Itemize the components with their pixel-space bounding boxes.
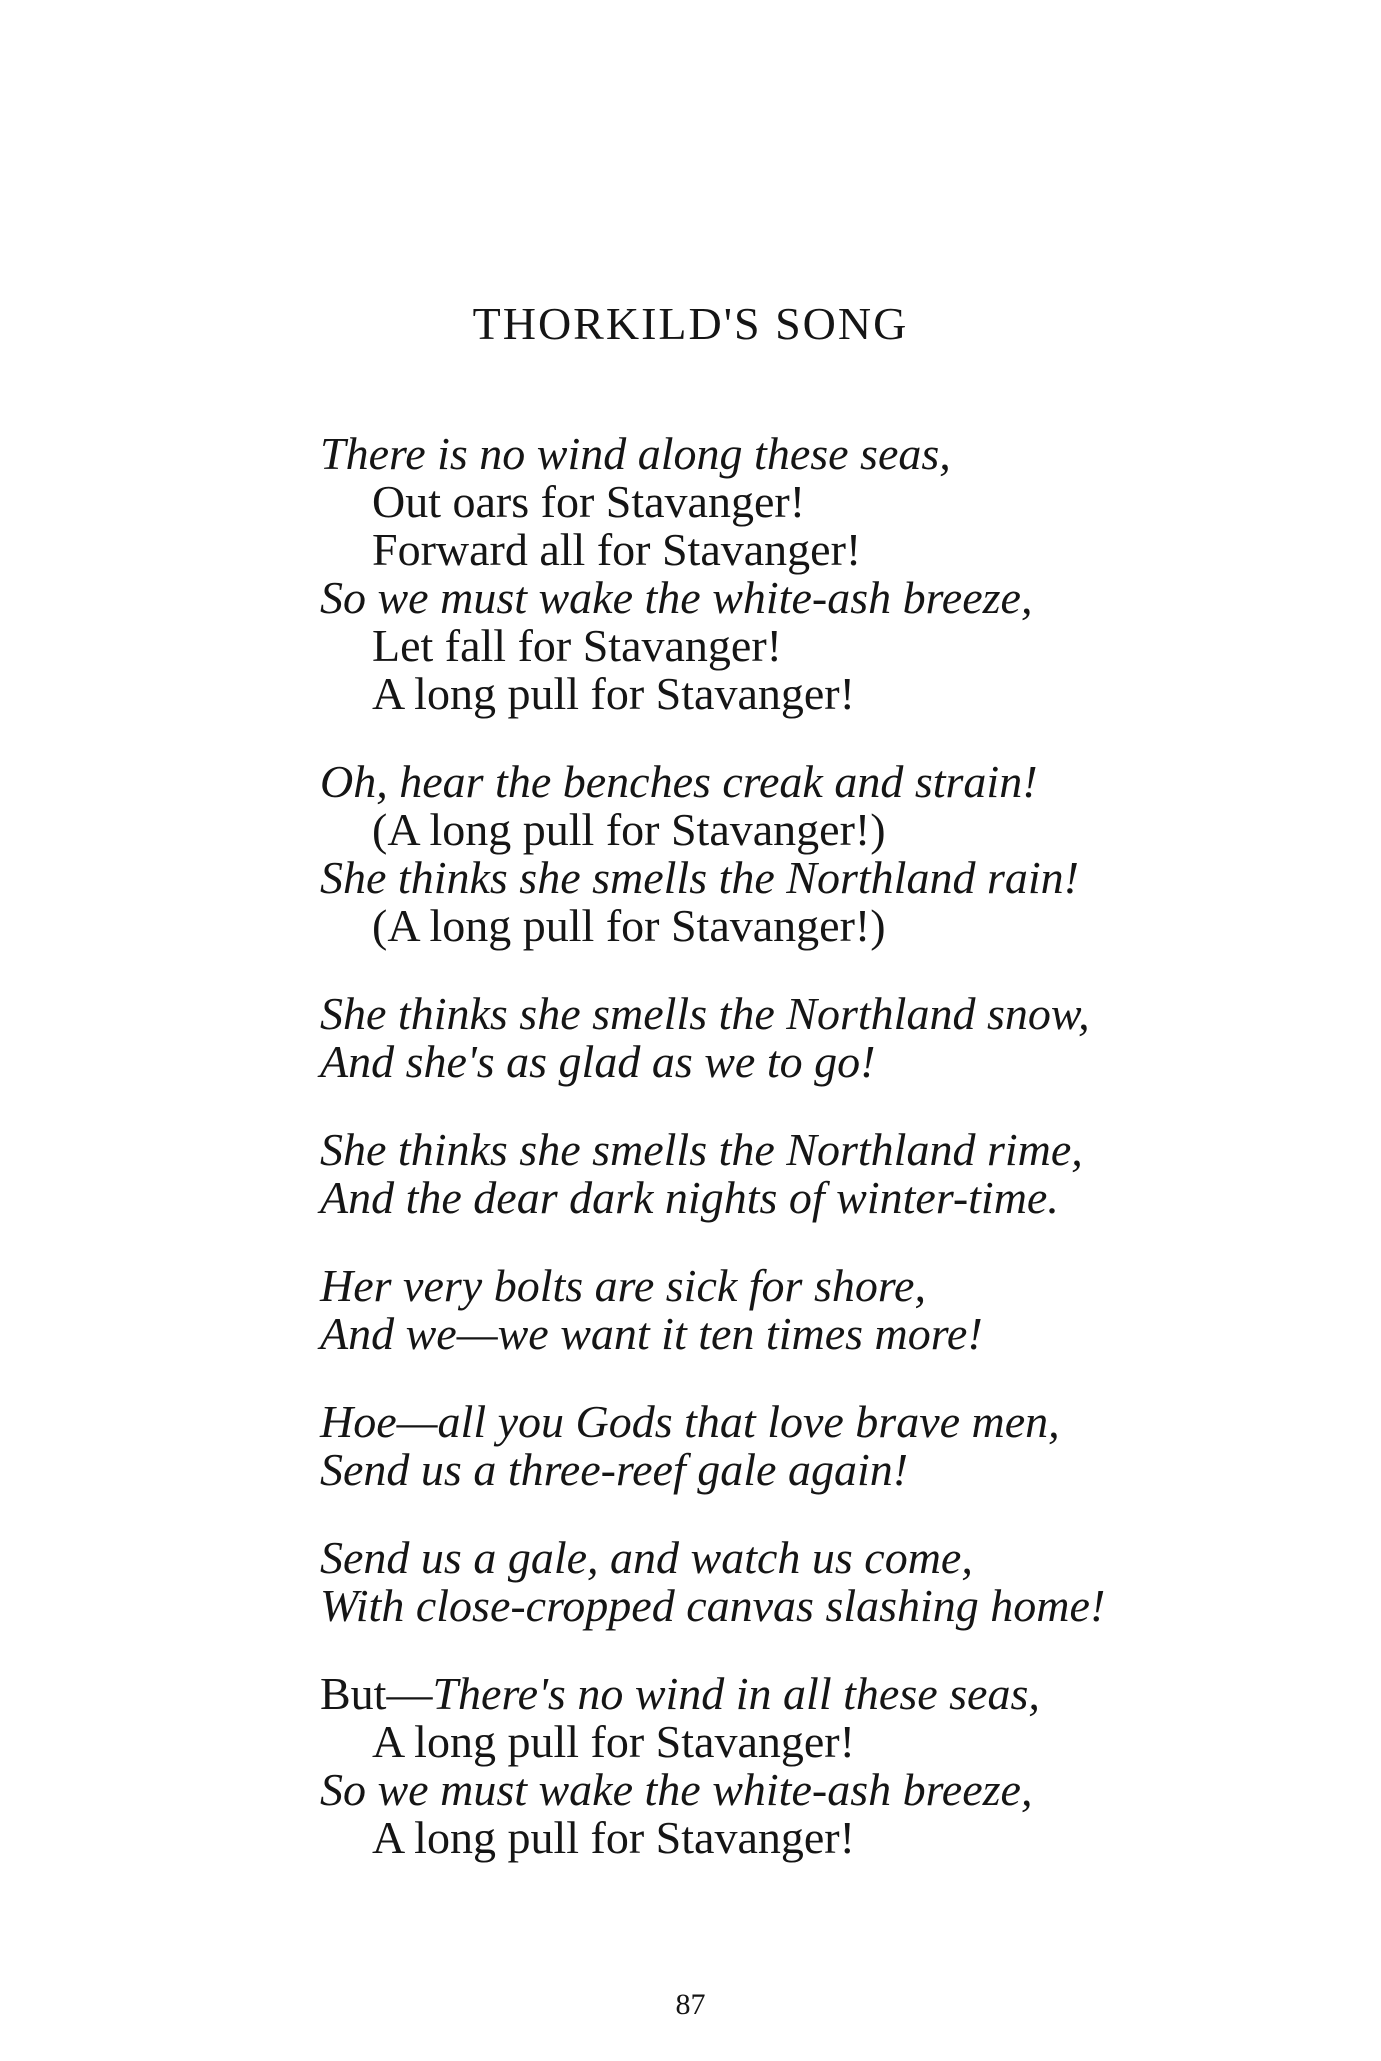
stanza-4 <box>320 1126 1320 1222</box>
poem-line: A long pull for Stavanger! <box>372 668 855 719</box>
poem-line: Her very bolts are sick for shore, <box>320 1260 926 1311</box>
poem-line-text: There's no wind in all these seas, <box>432 1668 1040 1719</box>
stanza-2 <box>320 758 1320 950</box>
poem-line: So we must wake the white-ash breeze, <box>320 1764 1033 1815</box>
lead-word: But— <box>320 1668 433 1719</box>
poem-line: (A long pull for Stavanger!) <box>372 804 886 855</box>
poem-line <box>320 1670 1320 1718</box>
poem-line: Send us a gale, and watch us come, <box>320 1532 973 1583</box>
stanza-6 <box>320 1398 1320 1494</box>
stanza-1 <box>320 430 1320 718</box>
poem-line: A long pull for Stavanger! <box>372 1716 855 1767</box>
stanza-3 <box>320 990 1320 1086</box>
poem-line: And we—we want it ten times more! <box>320 1308 983 1359</box>
stanza-7 <box>320 1534 1320 1630</box>
poem-line: Forward all for Stavanger! <box>372 524 862 575</box>
poem-line: Oh, hear the benches creak and strain! <box>320 756 1038 807</box>
poem-line: Let fall for Stavanger! <box>372 620 782 671</box>
page-number: 87 <box>675 1988 706 2021</box>
poem-title: THORKILD'S SONG <box>472 298 909 349</box>
poem-line: With close-cropped canvas slashing home! <box>320 1580 1106 1631</box>
poem-line: Out oars for Stavanger! <box>372 476 806 527</box>
poem-line: So we must wake the white-ash breeze, <box>320 572 1033 623</box>
poem-line: And she's as glad as we to go! <box>320 1036 876 1087</box>
poem-line: Hoe—all you Gods that love brave men, <box>320 1396 1060 1447</box>
poem-line: Send us a three-reef gale again! <box>320 1444 909 1495</box>
poem-line: There is no wind along these seas, <box>320 428 951 479</box>
poem-line: (A long pull for Stavanger!) <box>372 900 886 951</box>
poem-line: She thinks she smells the Northland rime, <box>320 1124 1083 1175</box>
stanza-8 <box>320 1670 1320 1862</box>
poem-line: And the dear dark nights of winter-time. <box>320 1172 1059 1223</box>
poem-line: She thinks she smells the Northland rain! <box>320 852 1079 903</box>
poem-body <box>320 430 1320 1862</box>
poem-line: She thinks she smells the Northland snow, <box>320 988 1090 1039</box>
stanza-5 <box>320 1262 1320 1358</box>
poem-line: A long pull for Stavanger! <box>372 1812 855 1863</box>
